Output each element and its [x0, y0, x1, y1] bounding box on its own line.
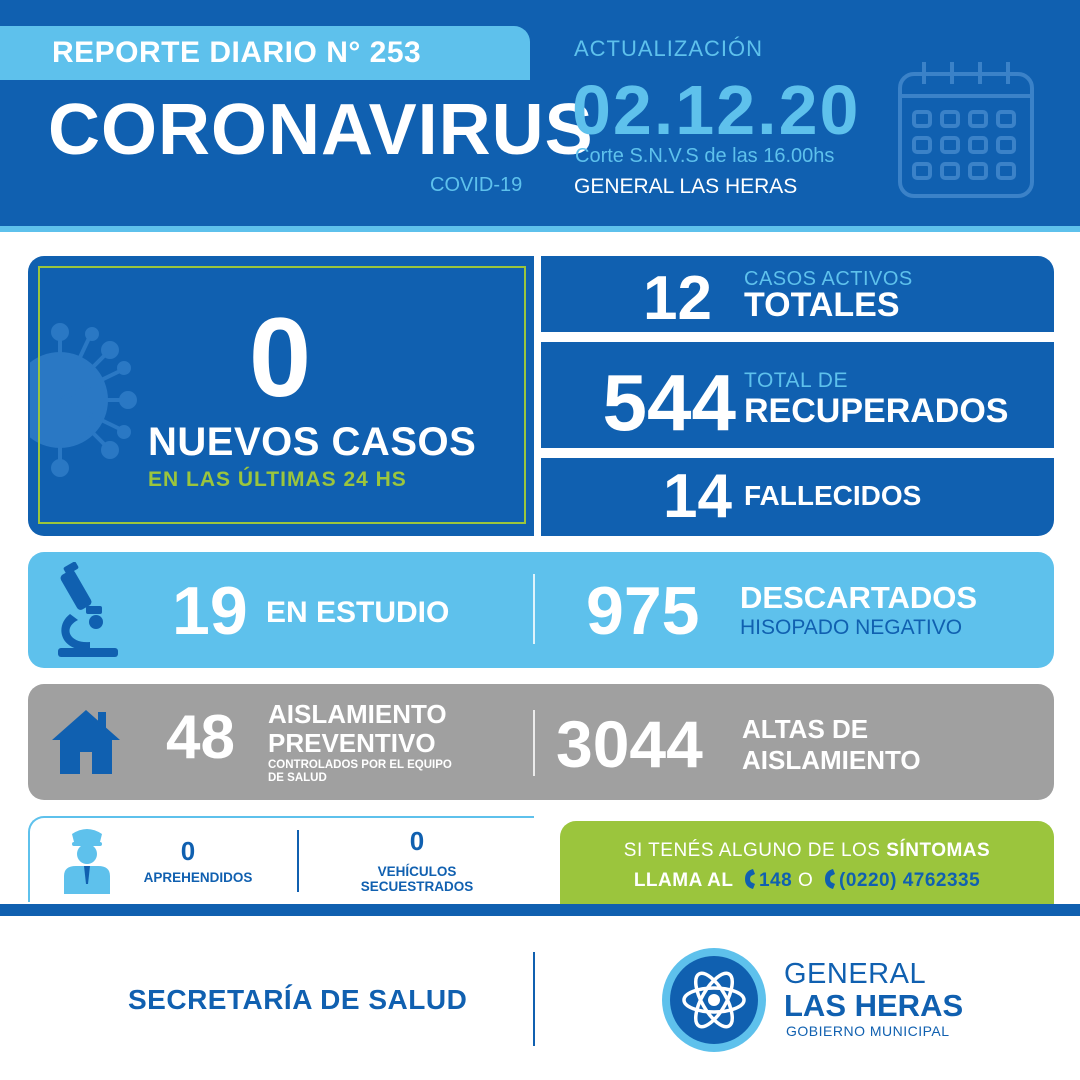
cutoff-time: Corte S.N.V.S de las 16.00hs: [575, 145, 835, 167]
call-message: [560, 868, 1054, 892]
police-divider: [297, 830, 299, 892]
discharges-value: 3044: [556, 707, 703, 781]
discarded-sublabel: HISOPADO NEGATIVO: [740, 616, 963, 639]
study-value: 19: [172, 573, 248, 649]
page-title: CORONAVIRUS: [48, 90, 594, 170]
discarded-label: DESCARTADOS: [740, 580, 978, 615]
footer-divider: [533, 952, 535, 1046]
symptoms-message: [560, 840, 1054, 862]
police-officer-icon: [64, 826, 110, 894]
arrested-label: APREHENDIDOS: [143, 870, 253, 885]
report-date: 02.12.20: [572, 71, 861, 149]
department-name: SECRETARÍA DE SALUD: [128, 984, 468, 1015]
phone-icon: [823, 868, 837, 890]
isolation-divider: [533, 710, 535, 776]
recovered-value: 544: [602, 358, 736, 447]
municipality-line-3: GOBIERNO MUNICIPAL: [786, 1023, 950, 1039]
vehicles-value: 0: [409, 826, 425, 856]
active-cases-sublabel: CASOS ACTIVOS: [744, 268, 913, 290]
recovered-sublabel: TOTAL DE: [744, 369, 848, 392]
new-cases-period: EN LAS ÚLTIMAS 24 HS: [148, 468, 407, 491]
symptoms-panel: [560, 821, 1054, 907]
header-stripe: [0, 226, 1080, 232]
municipality-line-2: LAS HERAS: [784, 988, 964, 1023]
isolation-value: 48: [166, 703, 235, 772]
isolation-label: AISLAMIENTO PREVENTIVO: [268, 699, 447, 758]
symptoms-highlight: SÍNTOMAS: [886, 840, 991, 861]
phone-number-148[interactable]: 148: [758, 870, 793, 891]
deaths-label: FALLECIDOS: [744, 480, 922, 511]
municipal-logo-icon: [660, 946, 768, 1054]
new-cases-value: 0: [248, 295, 312, 420]
report-number-label: REPORTE DIARIO N° 253: [52, 36, 422, 69]
active-cases-value: 12: [643, 264, 712, 333]
phone-separator: O: [797, 870, 814, 891]
new-cases-label: NUEVOS CASOS: [148, 420, 477, 464]
call-label: LLAMA AL: [633, 870, 734, 891]
study-label: EN ESTUDIO: [266, 596, 450, 629]
isolation-sublabel: CONTROLADOS POR EL EQUIPO DE SALUD: [268, 759, 452, 784]
active-cases-label: TOTALES: [744, 286, 900, 324]
symptoms-prefix: SI TENÉS ALGUNO DE LOS: [623, 840, 881, 861]
discarded-value: 975: [586, 573, 700, 649]
recovered-label: RECUPERADOS: [744, 392, 1009, 430]
phone-number-landline[interactable]: (0220) 4762335: [839, 870, 981, 891]
vehicles-label: VEHÍCULOS SECUESTRADOS: [360, 864, 474, 894]
discharges-label: ALTAS DE AISLAMIENTO: [742, 714, 921, 775]
footer-band: [0, 904, 1080, 916]
update-label: ACTUALIZACIÓN: [574, 36, 764, 61]
phone-icon: [743, 868, 757, 890]
house-icon: [52, 708, 120, 776]
district-name: GENERAL LAS HERAS: [574, 175, 798, 198]
study-divider: [533, 574, 535, 644]
municipality-line-1: GENERAL: [784, 958, 927, 990]
arrested-value: 0: [180, 836, 196, 866]
covid-subtitle: COVID-19: [430, 174, 523, 196]
deaths-value: 14: [663, 462, 732, 531]
microscope-icon: [56, 562, 120, 658]
calendar-icon: [896, 60, 1036, 200]
